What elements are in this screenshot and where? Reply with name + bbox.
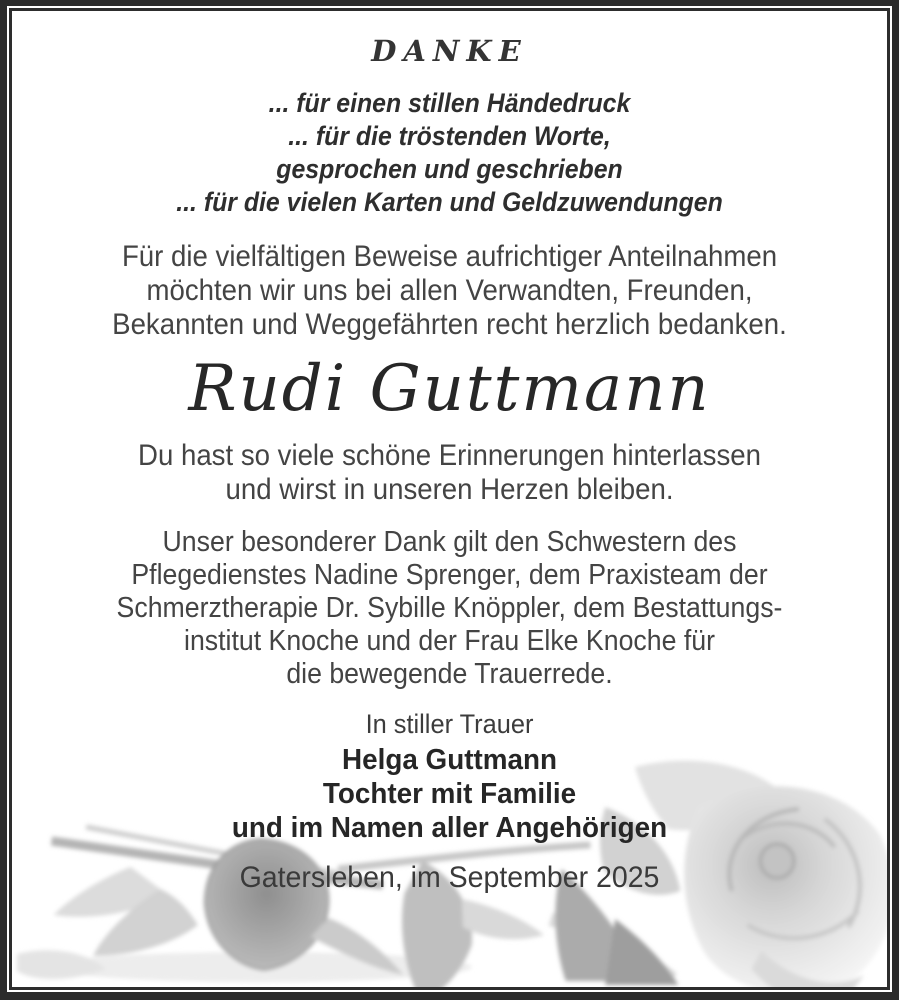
special-thanks-line: Unser besonderer Dank gilt den Schwestern des — [162, 526, 737, 558]
notice-text — [12, 34, 887, 896]
notice-content — [12, 11, 887, 987]
mourner-line: Helga Guttmann — [341, 744, 558, 776]
intro-line: gesprochen und geschrieben — [276, 154, 623, 184]
special-thanks-line: institut Knoche und der Frau Elke Knoche für — [184, 625, 715, 657]
dateline: Gatersleben, im September 2025 — [239, 861, 660, 894]
mourners-block — [30, 743, 870, 845]
memory-paragraph — [47, 439, 852, 507]
special-thanks-line: Pflegedienstes Nadine Sprenger, dem Praxisteam der — [131, 559, 768, 591]
thanks-line: Für die vielfältigen Beweise aufrichtiger Anteilnahmen — [121, 240, 778, 273]
mourner-line: Tochter mit Familie — [322, 778, 577, 810]
memory-line: Du hast so viele schöne Erinnerungen hinterlassen — [138, 439, 761, 472]
special-thanks-paragraph — [47, 526, 852, 691]
special-thanks-line: die bewegende Trauerrede. — [286, 658, 613, 690]
intro-block — [47, 87, 852, 219]
deceased-name: Rudi Guttmann — [188, 352, 711, 426]
intro-line: ... für die vielen Karten und Geldzuwendungen — [176, 187, 723, 217]
intro-line: ... für einen stillen Händedruck — [268, 88, 631, 118]
special-thanks-line: Schmerztherapie Dr. Sybille Knöppler, dem Bestattungs- — [116, 592, 783, 624]
memory-line: und wirst in unseren Herzen bleiben. — [225, 473, 674, 506]
thanks-line: Bekannten und Weggefährten recht herzlich bedanken. — [112, 308, 787, 341]
thanks-line: möchten wir uns bei allen Verwandten, Freunden, — [146, 274, 753, 307]
thanks-paragraph — [47, 240, 852, 342]
mourner-line: und im Namen aller Angehörigen — [231, 812, 668, 844]
notice-sheet — [7, 6, 892, 992]
danke-heading: DANKE — [371, 34, 528, 68]
intro-line: ... für die tröstenden Worte, — [288, 121, 611, 151]
mourning-label: In stiller Trauer — [365, 709, 534, 739]
